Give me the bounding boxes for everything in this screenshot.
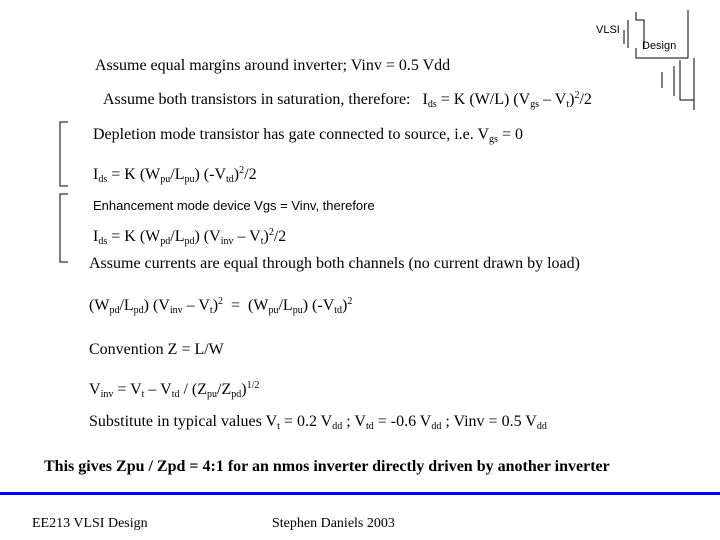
z-convention: Convention Z = L/W — [89, 341, 224, 358]
equal-currents-equation: $(W_{pd}/L_{pd})$ $(V_{inv} - V_t)^2 = (W_{pu}/L_{pu})$ $(-V_{td})^2$ — [89, 296, 353, 316]
equal-currents-assumption: Assume currents are equal through both channels (no current drawn by load) — [89, 255, 580, 272]
logo-bottom-label: Design — [642, 40, 677, 52]
typical-values: Substitute in typical values $V_t = 0.2$ $V_{dd}$ ; $V_{td} = -0.6$ $V_{dd}$ ; Vinv = 0.5 $V_{dd}$ — [89, 413, 547, 432]
saturation-text: Assume both transistors in saturation, therefore: — [103, 91, 411, 108]
enhancement-statement: Enhancement mode device Vgs = Vinv, therefore — [93, 198, 375, 213]
margins-assumption: Assume equal margins around inverter; Vinv = 0.5 Vdd — [95, 57, 451, 74]
ids-equation: $I_{ds} = K$ (W/L) $(V_{gs} - V_t)^2/2$ — [422, 90, 592, 110]
typical-values-text: Substitute in typical values — [89, 413, 262, 430]
ids-pullup-equation: $I_{ds} = K$ $(W_{pu}/L_{pu})$ $(-V_{td})^2/2$ — [93, 165, 257, 185]
footer-course: EE213 VLSI Design — [32, 516, 148, 531]
ids-pulldown-equation: $I_{ds} = K$ $(W_{pd}/L_{pd})$ $(V_{inv} - V_t)^2/2$ — [93, 227, 287, 247]
vinv-equation: $V_{inv} = V_t - V_{td} / (Z_{pu}/Z_{pd})^{1/2}$ — [89, 380, 260, 400]
saturation-assumption — [103, 91, 592, 109]
bracket-depletion — [56, 120, 76, 190]
depletion-statement: Depletion mode transistor has gate connected to source, i.e. $V_{gs} = 0$ — [93, 126, 523, 145]
logo-top-label: VLSI — [596, 24, 620, 36]
footer-author: Stephen Daniels 2003 — [272, 516, 395, 531]
conclusion: This gives Zpu / Zpd = 4:1 for an nmos inverter directly driven by another inverter — [44, 458, 610, 475]
depletion-text: Depletion mode transistor has gate connected to source, i.e. V — [93, 126, 490, 143]
bracket-enhancement — [56, 192, 76, 267]
